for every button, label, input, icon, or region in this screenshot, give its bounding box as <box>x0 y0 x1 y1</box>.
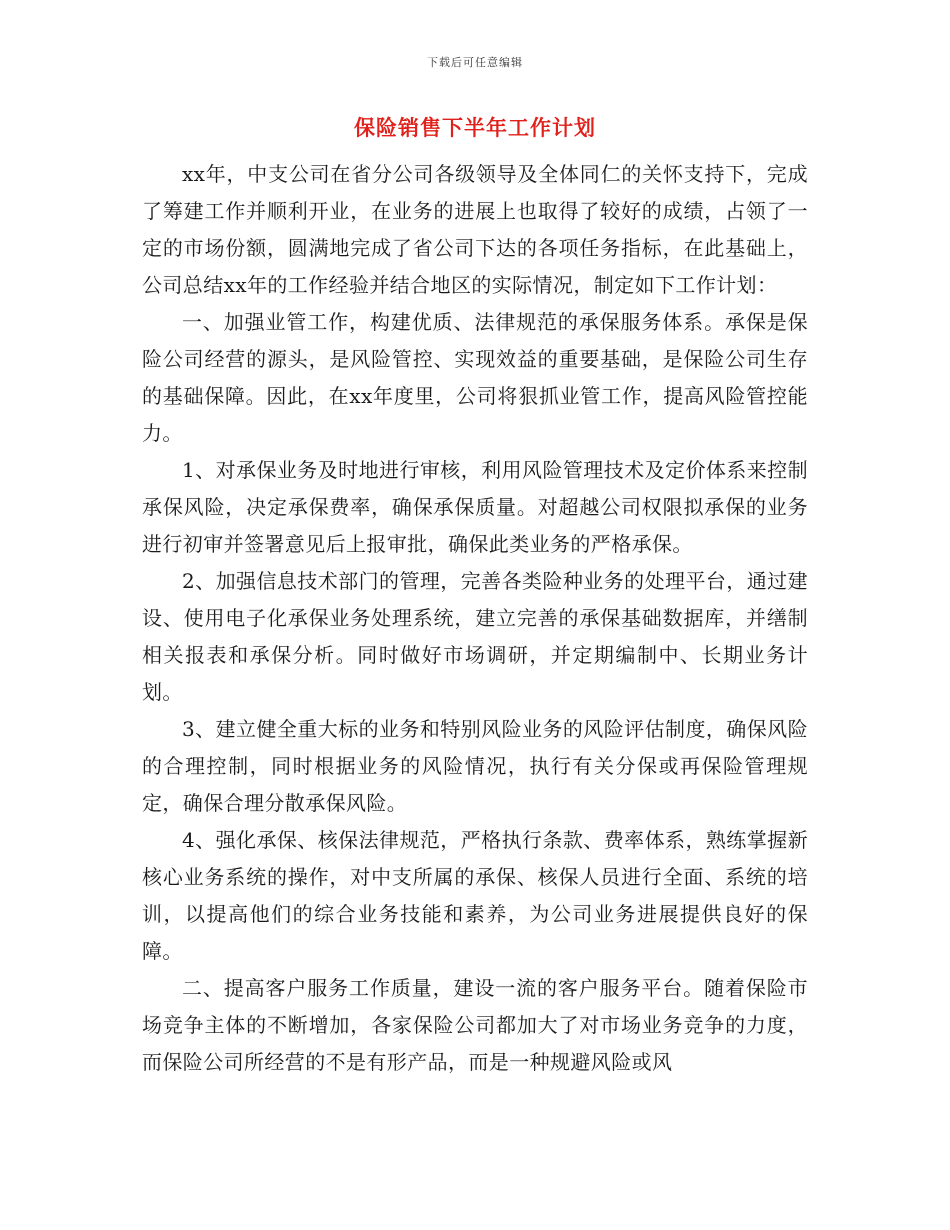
document-title: 保险销售下半年工作计划 <box>354 116 596 140</box>
paragraph-item-2: 2、加强信息技术部门的管理，完善各类险种业务的处理平台，通过建设、使用电子化承保业务处理系统，建立完善的承保基础数据库，并缮制相关报表和承保分析。同时做好市场调研，并定期编制中、长期业务计划。 <box>142 569 808 704</box>
paragraph-item-4: 4、强化承保、核保法律规范，严格执行条款、费率体系，熟练掌握新核心业务系统的操作，对中支所属的承保、核保人员进行全面、系统的培训，以提高他们的综合业务技能和素养，为公司业务进展提供良好的保障。 <box>142 828 808 963</box>
paragraph-intro: xx年，中支公司在省分公司各级领导及全体同仁的关怀支持下，完成了筹建工作并顺利开业，在业务的进展上也取得了较好的成绩，占领了一定的市场份额，圆满地完成了省公司下达的各项任务指标，在此基础上，公司总结xx年的工作经验并结合地区的实际情况，制定如下工作计划： <box>142 162 808 297</box>
document-body <box>142 156 808 1081</box>
paragraph-section-2: 二、提高客户服务工作质量，建设一流的客户服务平台。随着保险市场竞争主体的不断增加，各家保险公司都加大了对市场业务竞争的力度，而保险公司所经营的不是有形产品，而是一种规避风险或风 <box>142 976 808 1074</box>
paragraph-item-3: 3、建立健全重大标的业务和特别风险业务的风险评估制度，确保风险的合理控制，同时根据业务的风险情况，执行有关分保或再保险管理规定，确保合理分散承保风险。 <box>142 717 808 815</box>
page-header-note: 下载后可任意编辑 <box>427 56 523 69</box>
paragraph-section-1: 一、加强业管工作，构建优质、法律规范的承保服务体系。承保是保险公司经营的源头，是风险管控、实现效益的重要基础，是保险公司生存的基础保障。因此，在xx年度里，公司将狠抓业管工作，提高风险管控能力。 <box>142 310 808 445</box>
paragraph-item-1: 1、对承保业务及时地进行审核，利用风险管理技术及定价体系来控制承保风险，决定承保费率，确保承保质量。对超越公司权限拟承保的业务进行初审并签署意见后上报审批，确保此类业务的严格承保。 <box>142 458 808 556</box>
